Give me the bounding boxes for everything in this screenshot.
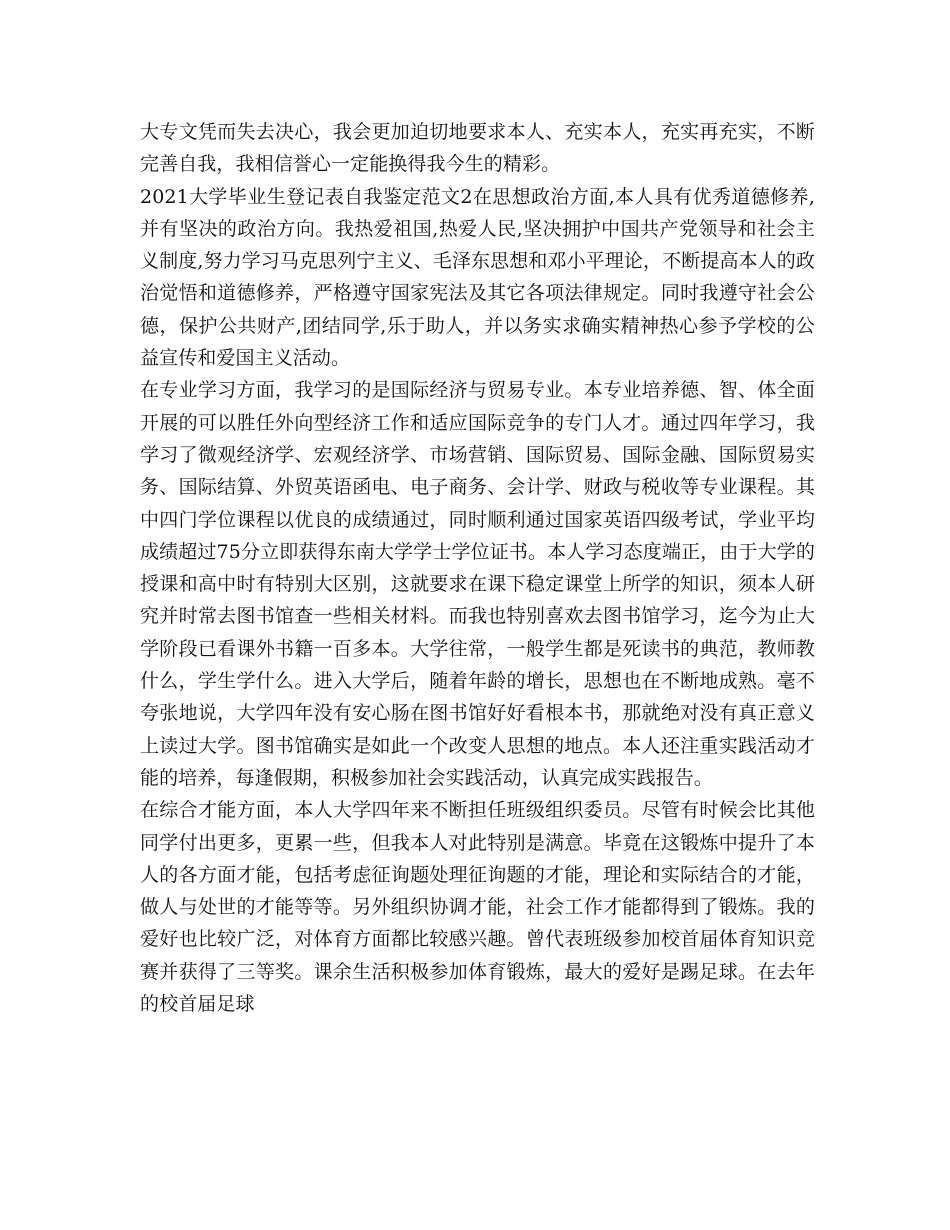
paragraph-academic: 在专业学习方面，我学习的是国际经济与贸易专业。本专业培养德、智、体全面开展的可以胜任外向型经济工作和适应国际竞争的专门人才。通过四年学习，我学习了微观经济学、宏观经济学、市场营销、国际贸易、国际金融、国际贸易实务、国际结算、外贸英语函电、电子商务、会计学、财政与税收等专业课程。其中四门学位课程以优良的成绩通过，同时顺利通过国家英语四级考试，学业平均成绩超过75分立即获得东南大学学士学位证书。本人学习态度端正，由于大学的授课和高中时有特别大区别，这就要求在课下稳定课堂上所学的知识，须本人研究并时常去图书馆查一些相关材料。而我也特别喜欢去图书馆学习，迄今为止大学阶段已看课外书籍一百多本。大学往常，一般学生都是死读书的典范，教师教什么，学生学什么。进入大学后，随着年龄的增长，思想也在不断地成熟。毫不夸张地说，大学四年没有安心肠在图书馆好好看根本书，那就绝对没有真正意义上读过大学。图书馆确实是如此一个改变人思想的地点。本人还注重实践活动才能的培养，每逢假期，积极参加社会实践活动，认真完成实践报告。 (140, 379, 815, 789)
paragraph-continuation: 大专文凭而失去决心，我会更加迫切地要求本人、充实本人，充实再充实，不断完善自我，我相信誉心一定能换得我今生的精彩。 (140, 121, 815, 176)
document-body (140, 116, 815, 1020)
paragraph-abilities: 在综合才能方面，本人大学四年来不断担任班级组织委员。尽管有时候会比其他同学付出更多，更累一些，但我本人对此特别是满意。毕竟在这锻炼中提升了本人的各方面才能，包括考虑征询题处理征询题的才能，理论和实际结合的才能，做人与处世的才能等等。另外组织协调才能，社会工作才能都得到了锻炼。我的爱好也比较广泛，对体育方面都比较感兴趣。曾代表班级参加校首届体育知识竞赛并获得了三等奖。课余生活积极参加体育锻炼，最大的爱好是踢足球。在去年的校首届足球 (140, 799, 815, 1016)
paragraph-political: 2021大学毕业生登记表自我鉴定范文2在思想政治方面,本人具有优秀道德修养,并有坚决的政治方向。我热爱祖国,热爱人民,坚决拥护中国共产党领导和社会主义制度,努力学习马克思列宁主义、毛泽东思想和邓小平理论，不断提高本人的政治觉悟和道德修养，严格遵守国家宪法及其它各项法律规定。同时我遵守社会公德，保护公共财产,团结同学,乐于助人，并以务实求确实精神热心参予学校的公益宣传和爱国主义活动。 (140, 185, 815, 370)
